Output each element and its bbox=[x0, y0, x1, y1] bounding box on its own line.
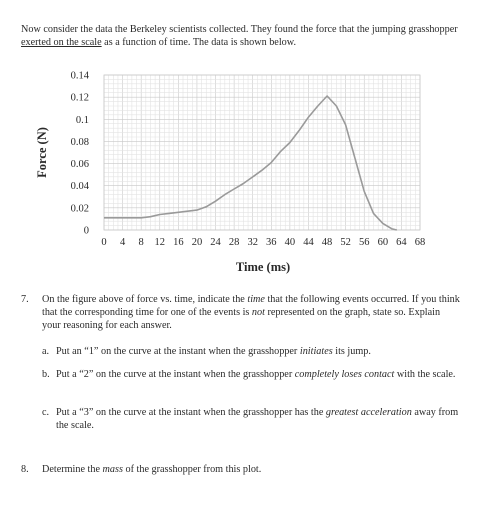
question-7c bbox=[42, 406, 462, 432]
q7c-text-2: away from the scale. bbox=[56, 407, 459, 431]
x-tick-label: 28 bbox=[228, 237, 240, 248]
y-tick-label: 0.04 bbox=[70, 181, 89, 193]
question-8-number: 8. bbox=[21, 464, 29, 475]
x-tick-label: 68 bbox=[414, 237, 426, 248]
intro-text-1: Now consider the data the Berkeley scientists collected. They found the force that the jumping grasshopper bbox=[21, 24, 458, 35]
question-7-number: 7. bbox=[21, 294, 29, 305]
q7-italic-1: time bbox=[247, 294, 265, 305]
question-7c-letter: c. bbox=[42, 407, 50, 418]
q7-text-3: represented on the graph, state so. Explain your reasoning for each answer. bbox=[42, 307, 441, 331]
question-7b bbox=[42, 368, 462, 381]
y-tick-label: 0.12 bbox=[70, 92, 89, 104]
q7b-text-2: with the scale. bbox=[394, 369, 456, 380]
x-tick-label: 52 bbox=[340, 237, 351, 248]
q8-text-1: Determine the bbox=[42, 464, 103, 475]
y-tick-label: 0.08 bbox=[70, 136, 89, 148]
x-tick-label: 12 bbox=[154, 237, 166, 248]
x-tick-label: 44 bbox=[303, 237, 314, 248]
question-7a-text bbox=[56, 345, 462, 358]
x-tick-label: 40 bbox=[284, 237, 296, 248]
x-tick-label: 24 bbox=[210, 237, 221, 248]
x-tick-label: 32 bbox=[247, 237, 258, 248]
x-tick-label: 20 bbox=[191, 237, 203, 248]
x-tick-label: 0 bbox=[101, 237, 107, 248]
question-7a bbox=[42, 345, 462, 358]
intro-text-2: as a function of time. The data is shown below. bbox=[101, 36, 296, 48]
q7b-text-1: Put a “2” on the curve at the instant when the grasshopper bbox=[56, 369, 295, 380]
y-tick-label: 0.06 bbox=[70, 159, 89, 171]
x-tick-label: 60 bbox=[377, 237, 389, 248]
question-7a-letter: a. bbox=[42, 346, 50, 357]
question-8-text bbox=[42, 463, 461, 476]
intro-underlined-text: exerted on the scale bbox=[21, 36, 102, 48]
q8-text-2: of the grasshopper from this plot. bbox=[122, 464, 262, 475]
question-7 bbox=[21, 293, 461, 332]
x-tick-label: 8 bbox=[138, 237, 144, 248]
y-axis-label: Force (N) bbox=[35, 127, 49, 178]
question-7b-letter: b. bbox=[42, 369, 50, 380]
force-curve-line bbox=[104, 96, 397, 230]
x-tick-label: 16 bbox=[173, 237, 184, 248]
q7-italic-2: not bbox=[251, 307, 265, 318]
x-tick-label: 36 bbox=[266, 237, 277, 248]
question-8 bbox=[21, 463, 461, 476]
y-tick-label: 0.14 bbox=[70, 70, 89, 82]
q7-text-2: that the following events occurred. If you think that the corresponding time for one of the events is bbox=[42, 294, 460, 318]
y-tick-label: 0.1 bbox=[75, 114, 89, 126]
q7a-italic: initiates bbox=[299, 346, 333, 357]
y-tick-label: 0.02 bbox=[70, 203, 89, 215]
question-7c-text bbox=[56, 406, 462, 432]
q7c-text-1: Put a “3” on the curve at the instant when the grasshopper has the bbox=[56, 407, 326, 418]
question-7-text bbox=[42, 293, 461, 332]
x-tick-label: 64 bbox=[396, 237, 407, 248]
q7-text-1: On the figure above of force vs. time, indicate the bbox=[42, 294, 248, 305]
x-tick-label: 48 bbox=[321, 237, 333, 248]
x-axis-label: Time (ms) bbox=[235, 260, 291, 274]
y-tick-label: 0 bbox=[83, 225, 89, 237]
x-tick-label: 4 bbox=[119, 237, 126, 248]
q7c-italic: greatest acceleration bbox=[325, 407, 412, 418]
question-7b-text bbox=[56, 368, 462, 381]
q7a-text-1: Put an “1” on the curve at the instant when the grasshopper bbox=[56, 346, 300, 357]
q8-italic: mass bbox=[102, 464, 123, 475]
q7b-italic: completely loses contact bbox=[294, 369, 395, 380]
q7a-text-2: its jump. bbox=[332, 346, 371, 357]
x-tick-label: 56 bbox=[358, 237, 370, 248]
